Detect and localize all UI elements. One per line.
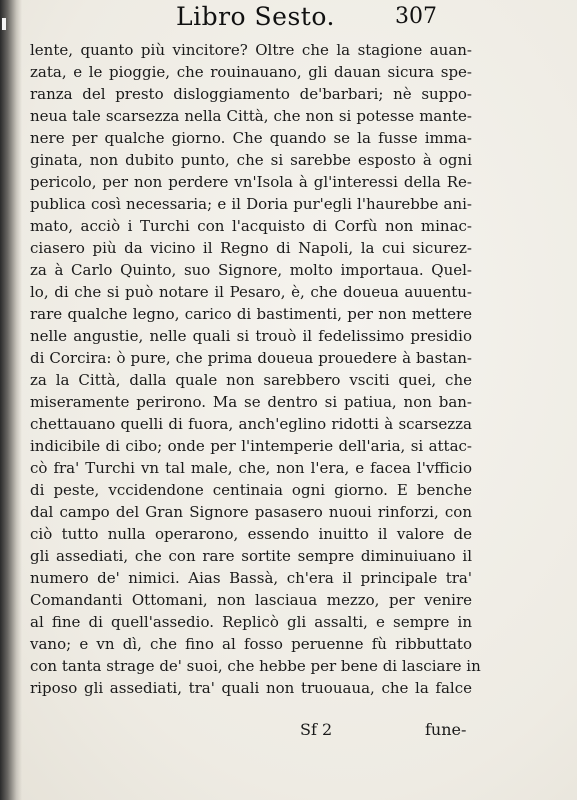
text-line: za à Carlo Quinto, suo Signore, molto importaua. Quel- (30, 261, 472, 279)
text-line: indicibile di cibo; onde per l'intemperie dell'aria, si attac- (30, 437, 472, 455)
text-line: di Corcira: ò pure, che prima doueua prouedere à bastan- (30, 349, 472, 367)
page-header (0, 2, 577, 36)
text-line: ginata, non dubito punto, che si sarebbe esposto à ogni (30, 151, 472, 169)
page-footer (0, 720, 577, 744)
text-line: numero de' nimici. Aias Bassà, ch'era il principale tra' (30, 569, 472, 587)
book-spine-shadow (0, 0, 22, 800)
text-line: zata, e le pioggie, che rouinauano, gli dauan sicura spe- (30, 63, 472, 81)
text-line: nere per qualche giorno. Che quando se la fusse imma- (30, 129, 472, 147)
text-line: rare qualche legno, carico di bastimenti, per non mettere (30, 305, 472, 323)
text-line: ciò tutto nulla operarono, essendo inuitto il valore de (30, 525, 472, 543)
text-line: chettauano quelli di fuora, anch'eglino ridotti à scarsezza (30, 415, 472, 433)
body-text (30, 39, 481, 699)
text-line: neua tale scarsezza nella Città, che non si potesse mante- (30, 107, 472, 125)
text-line: ranza del presto disloggiamento de'barbari; nè suppo- (30, 85, 472, 103)
text-line: lo, di che si può notare il Pesaro, è, che doueua auuentu- (30, 283, 472, 301)
text-line: miseramente perirono. Ma se dentro si patiua, non ban- (30, 393, 472, 411)
text-line: dal campo del Gran Signore pasasero nuoui rinforzi, con (30, 503, 472, 521)
text-line: con tanta strage de' suoi, che hebbe per bene di lasciare in (30, 657, 481, 675)
text-line: lente, quanto più vincitore? Oltre che la stagione auan- (30, 41, 472, 59)
text-line: ciasero più da vicino il Regno di Napoli, la cui sicurez- (30, 239, 472, 257)
text-line: za la Città, dalla quale non sarebbero vsciti quei, che (30, 371, 472, 389)
text-line: pericolo, per non perdere vn'Isola à gl'interessi della Re- (30, 173, 472, 191)
page-number: 307 (395, 4, 437, 29)
text-line: mato, acciò i Turchi con l'acquisto di Corfù non minac- (30, 217, 472, 235)
text-line: al fine di quell'assedio. Replicò gli assalti, e sempre in (30, 613, 472, 631)
running-title: Libro Sesto. (176, 2, 335, 31)
text-line: vano; e vn dì, che fino al fosso peruenne fù ribbuttato (30, 635, 472, 653)
text-line: nelle angustie, nelle quali si trouò il fedelissimo presidio (30, 327, 472, 345)
text-line: riposo gli assediati, tra' quali non truouaua, che la falce (30, 679, 472, 697)
text-line: Comandanti Ottomani, non lasciaua mezzo, per venire (30, 591, 472, 609)
text-line: di peste, vccidendone centinaia ogni giorno. E benche (30, 481, 472, 499)
text-line: gli assediati, che con rare sortite sempre diminuiuano il (30, 547, 472, 565)
signature-mark: Sf 2 (300, 720, 333, 739)
text-line: cò fra' Turchi vn tal male, che, non l'era, e facea l'vfficio (30, 459, 472, 477)
catchword: fune- (425, 720, 467, 739)
text-line: publica così necessaria; e il Doria pur'egli l'haurebbe ani- (30, 195, 472, 213)
